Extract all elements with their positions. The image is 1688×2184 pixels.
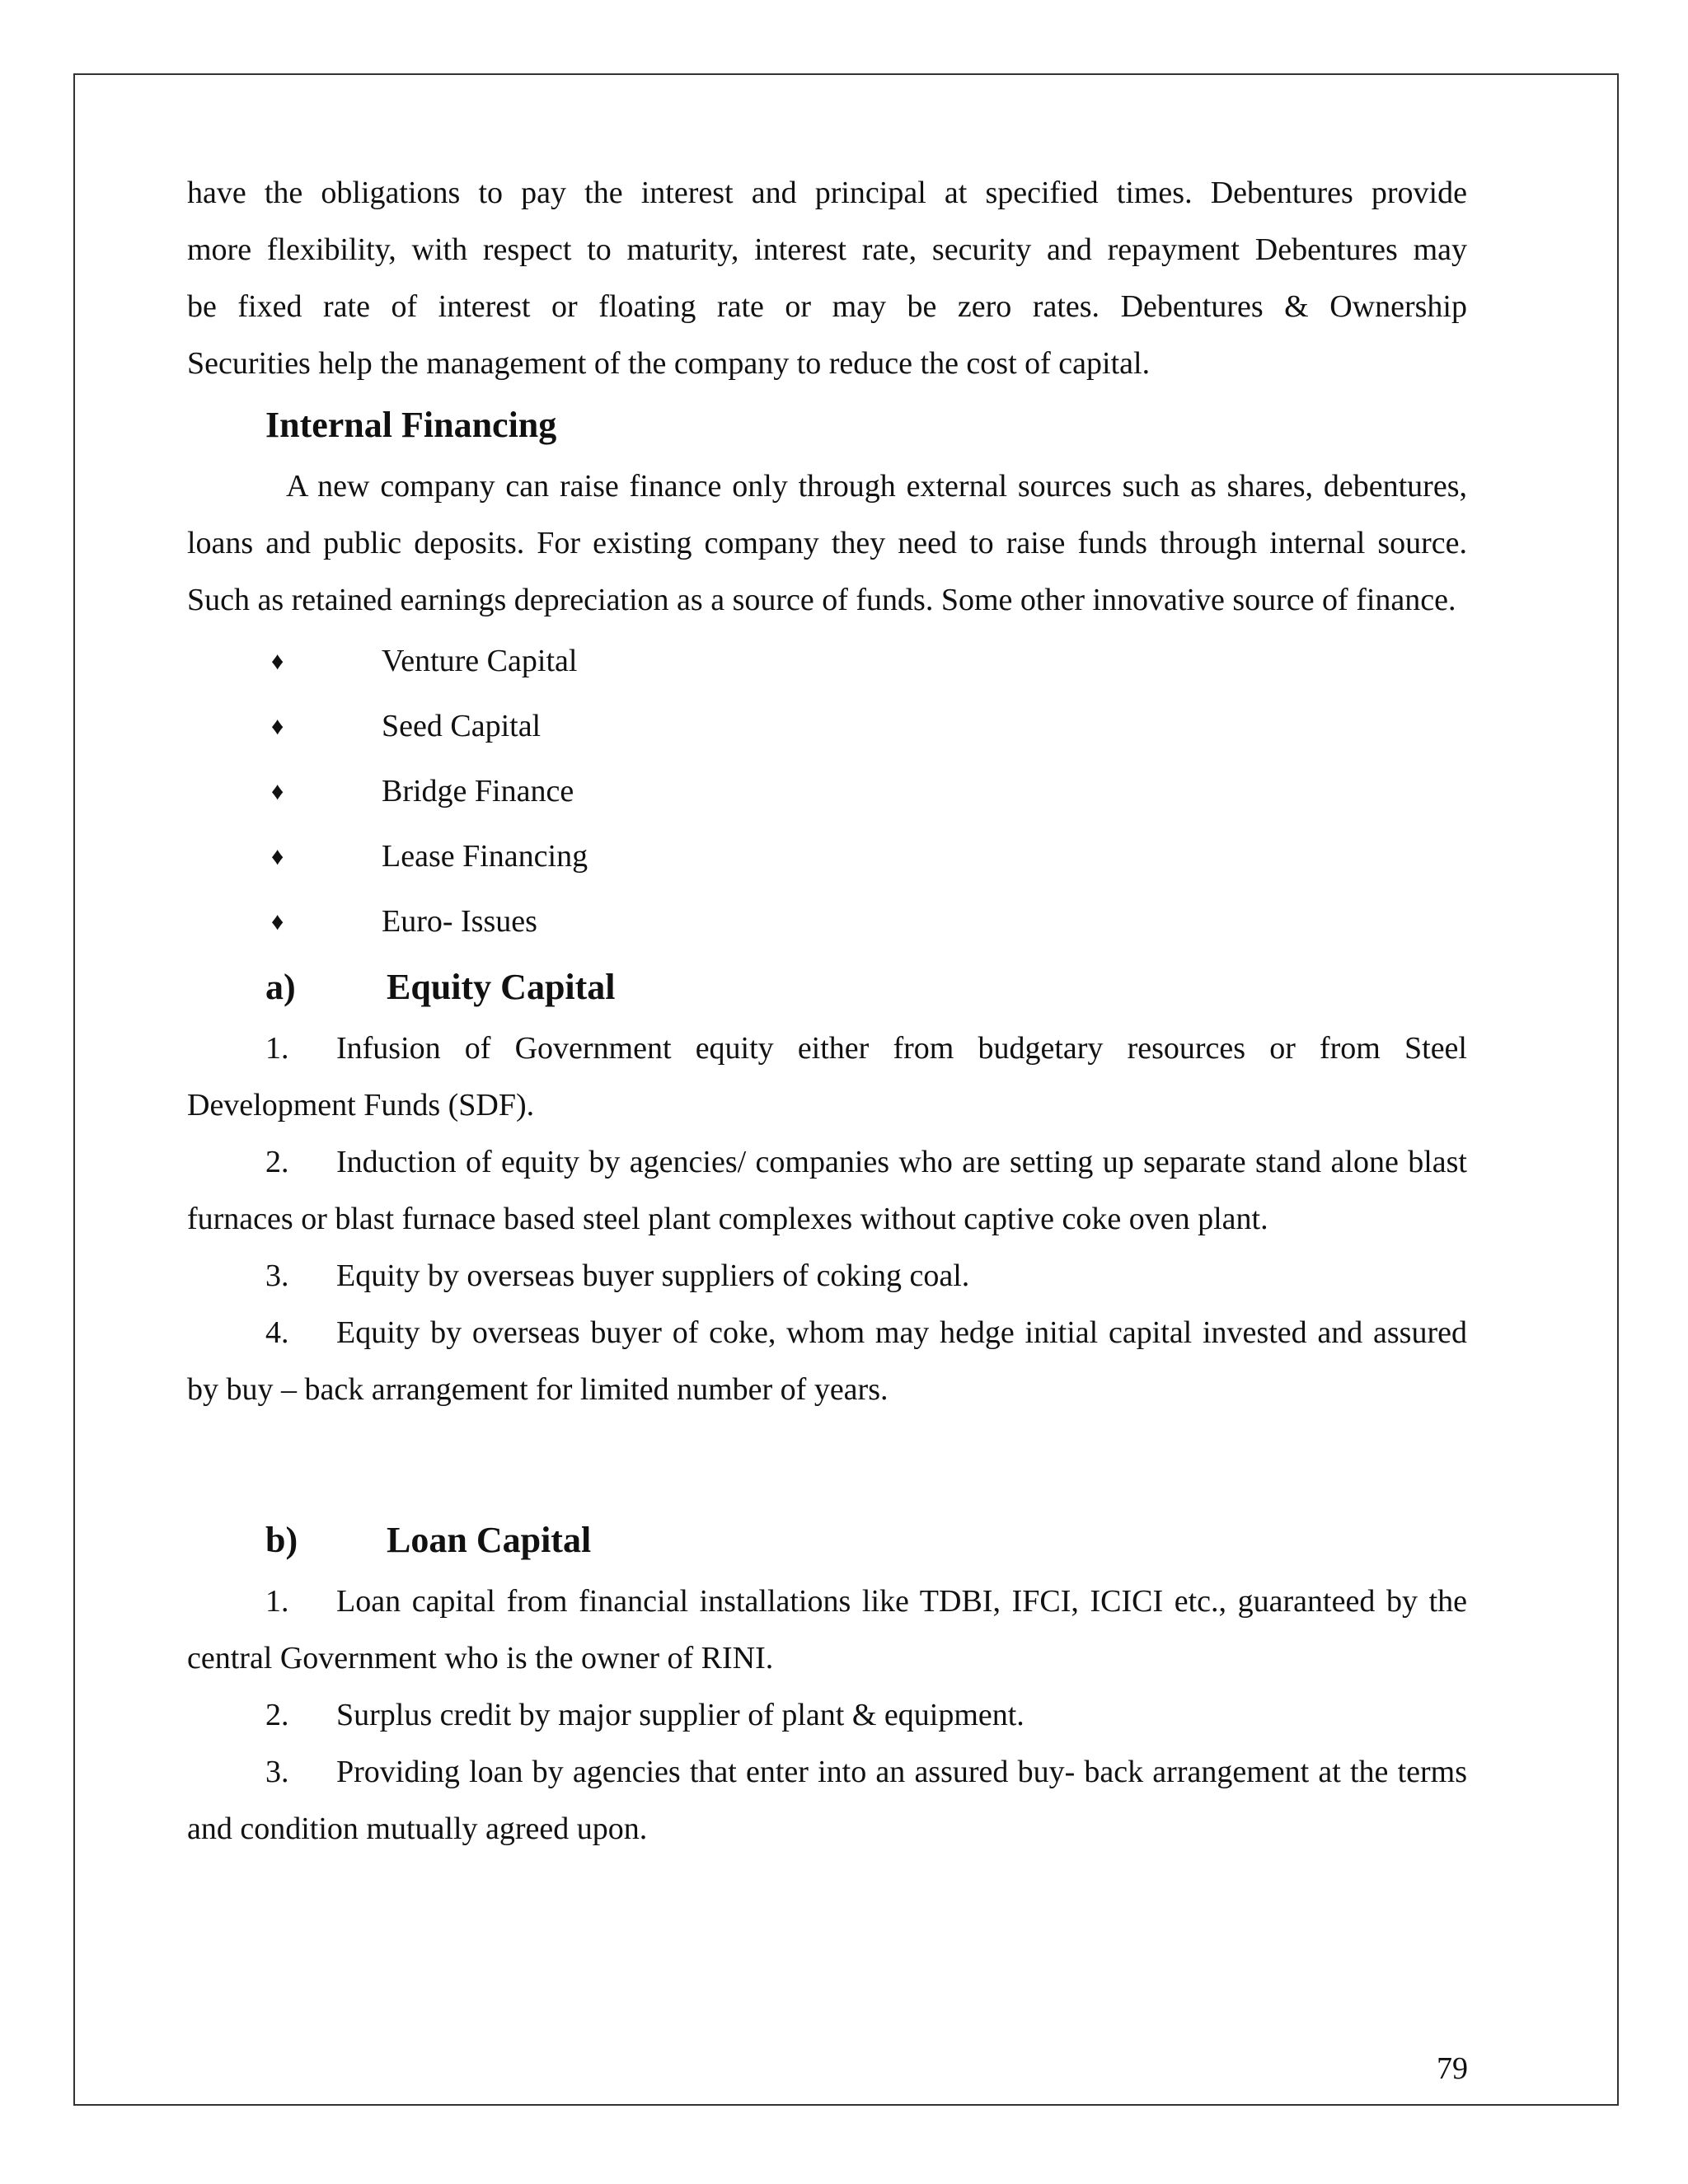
numbered-item (187, 1134, 1467, 1248)
item-number: 1. (265, 1031, 289, 1066)
diamond-bullet-icon: ♦ (271, 778, 284, 805)
item-text: Equity by overseas buyer of coke, whom may hedge initial capital invested and assured by buy – back arrangement for limited number of years. (187, 1315, 1467, 1407)
intro-line: have the obligations to pay the interest and principal at specified times. Debentures provide (187, 176, 1467, 210)
diamond-bullet-icon: ♦ (271, 908, 284, 935)
intro-line: Securities help the management of the company to reduce the cost of capital. (187, 346, 1151, 381)
intro-line: be fixed rate of interest or floating rate or may be zero rates. Debentures & Ownership (187, 289, 1467, 324)
item-text: Equity by overseas buyer suppliers of coking coal. (336, 1258, 970, 1293)
diamond-bullet-icon: ♦ (271, 648, 284, 675)
numbered-item (187, 1744, 1467, 1858)
numbered-item (187, 1687, 1467, 1744)
item-text: Surplus credit by major supplier of plant & equipment. (336, 1698, 1025, 1732)
item-text: Loan capital from financial installations like TDBI, IFCI, ICICI etc., guaranteed by the central Government who is the owner of RINI. (187, 1584, 1467, 1675)
heading-text: Equity Capital (387, 967, 616, 1007)
diamond-bullet-icon: ♦ (271, 713, 284, 740)
list-item (187, 759, 1467, 824)
list-item (187, 694, 1467, 759)
item-number: 1. (265, 1584, 289, 1619)
numbered-item (187, 1248, 1467, 1305)
item-number: 3. (265, 1258, 289, 1293)
item-text: Induction of equity by agencies/ companies who are setting up separate stand alone blast furnaces or blast furnace based steel plant complexes without captive coke oven plant. (187, 1145, 1467, 1236)
item-text: Providing loan by agencies that enter into an assured buy- back arrangement at the terms and condition mutually agreed upon. (187, 1755, 1467, 1846)
list-item-label: Venture Capital (382, 644, 578, 678)
document-body (187, 165, 1467, 1858)
heading-number: a) (265, 967, 296, 1007)
list-item-label: Lease Financing (382, 839, 588, 874)
numbered-item (187, 1020, 1467, 1134)
diamond-bullet-icon: ♦ (271, 843, 284, 870)
list-item (187, 889, 1467, 954)
finance-source-list (187, 629, 1467, 954)
internal-financing-paragraph: A new company can raise finance only through external sources such as shares, debentures, loans and public deposits. For existing company they need to raise funds through internal source. Such as retained earnings depreciation as a source of funds. Some other innovative source of finance. (187, 469, 1467, 617)
equity-capital-heading (265, 954, 1467, 1020)
item-number: 2. (265, 1698, 289, 1732)
item-text: Infusion of Government equity either from budgetary resources or from Steel Development Funds (SDF). (187, 1031, 1467, 1122)
section-spacer (187, 1418, 1467, 1507)
item-number: 3. (265, 1755, 289, 1789)
list-item-label: Bridge Finance (382, 774, 574, 808)
list-item-label: Euro- Issues (382, 904, 537, 939)
page-number: 79 (1437, 2051, 1468, 2086)
intro-line: more flexibility, with respect to maturity, interest rate, security and repayment Debentures may (187, 232, 1467, 267)
heading-text: Loan Capital (387, 1520, 592, 1560)
internal-financing-heading (265, 392, 1467, 458)
heading-number: b) (265, 1520, 298, 1560)
loan-capital-heading (265, 1507, 1467, 1573)
list-item-label: Seed Capital (382, 709, 542, 743)
numbered-item (187, 1573, 1467, 1687)
list-item (187, 629, 1467, 694)
item-number: 4. (265, 1315, 289, 1350)
numbered-item (187, 1305, 1467, 1418)
list-item (187, 824, 1467, 889)
item-number: 2. (265, 1145, 289, 1179)
heading-text: Internal Financing (265, 405, 557, 445)
